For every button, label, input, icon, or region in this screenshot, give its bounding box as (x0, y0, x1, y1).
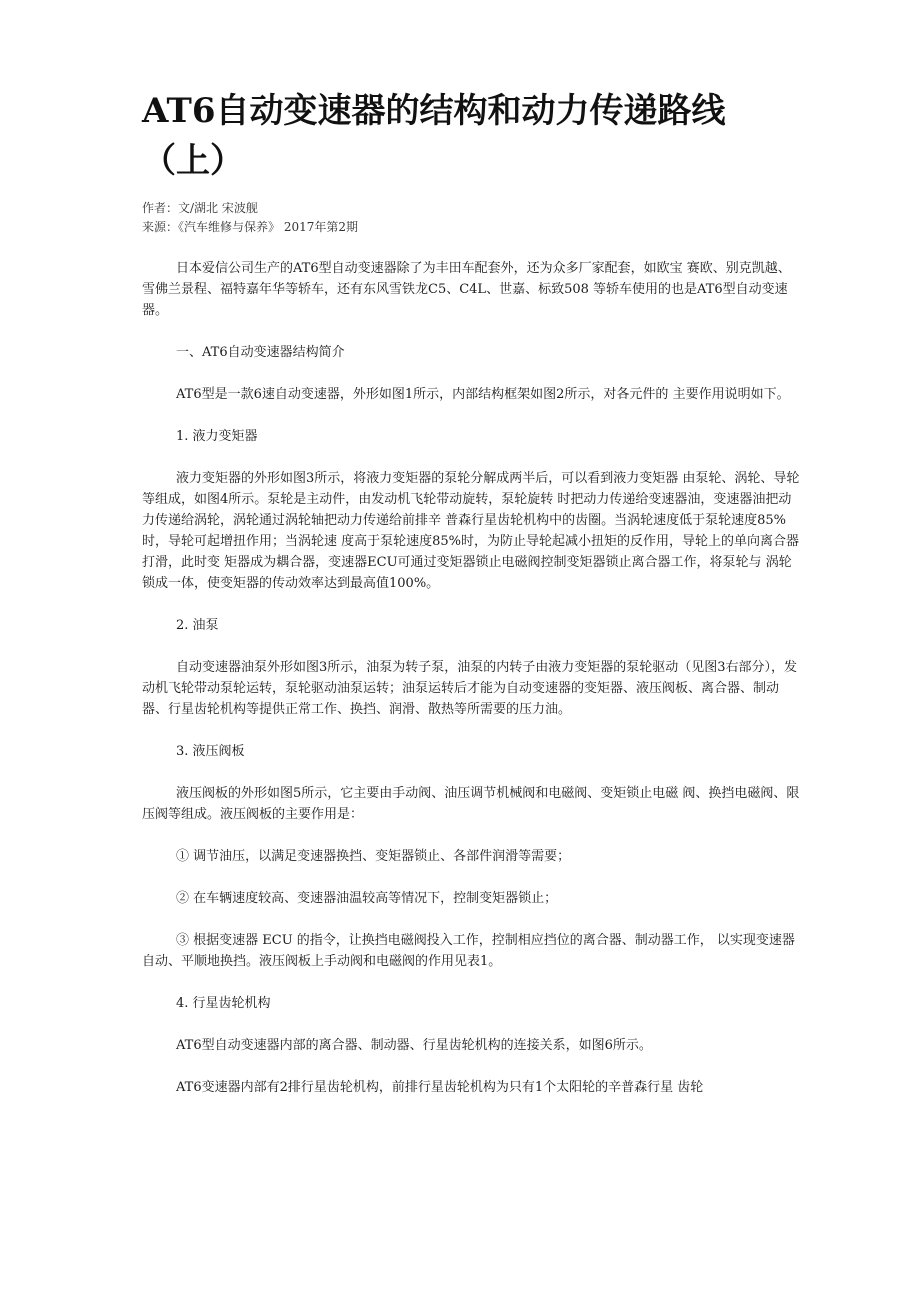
subheading-oil-pump: 2. 油泵 (176, 618, 219, 633)
article-body (142, 258, 802, 1119)
subheading-valve-body: 3. 液压阀板 (176, 744, 245, 759)
source-line: 来源：《汽车维修与保养》 2017年第2期 (142, 220, 358, 234)
torque-converter-paragraph: 液力变矩器的外形如图3所示，将液力变矩器的泵轮分解成两半后，可以看到液力变矩器 由泵轮、涡轮、导轮等组成，如图4所示。泵轮是主动件，由发动机飞轮带动旋转，泵轮旋转 时把动力传递给变速器油，变速器油把动力传递给涡轮，涡轮通过涡轮轴把动力传递给前排辛 普森行星齿轮机构中的齿圈。当涡轮速度低于泵轮速度85%时，导轮可起增扭作用；当涡轮速 度高于泵轮速度85%时，为防止导轮起减小扭矩的反作用，导轮上的单向离合器打滑，此时变 矩器成为耦合器，变速器ECU可通过变矩器锁止电磁阀控制变矩器锁止离合器工作，将泵轮与 涡轮锁成一体，使变矩器的传动效率达到最高值100%。 (142, 471, 800, 591)
valve-body-paragraph: 液压阀板的外形如图5所示，它主要由手动阀、油压调节机械阀和电磁阀、变矩锁止电磁 阀、换挡电磁阀、限压阀等组成。液压阀板的主要作用是： (142, 786, 800, 822)
structure-paragraph: AT6型是一款6速自动变速器，外形如图1所示，内部结构框架如图2所示，对各元件的 主要作用说明如下。 (176, 387, 790, 402)
article-title: AT6自动变速器的结构和动力传递路线（上） (142, 91, 726, 181)
planetary-gear-paragraph-2: AT6变速器内部有2排行星齿轮机构，前排行星齿轮机构为只有1个太阳轮的辛普森行星 齿轮 (176, 1080, 704, 1095)
valve-body-item-1: ① 调节油压，以满足变速器换挡、变矩器锁止、各部件润滑等需要； (176, 849, 571, 864)
intro-paragraph: 日本爱信公司生产的AT6型自动变速器除了为丰田车配套外，还为众多厂家配套，如欧宝 赛欧、别克凯越、雪佛兰景程、福特嘉年华等轿车，还有东风雪铁龙C5、C4L、世嘉、标致508 等轿车使用的也是AT6型自动变速器。 (142, 261, 791, 318)
planetary-gear-paragraph-1: AT6型自动变速器内部的离合器、制动器、行星齿轮机构的连接关系，如图6所示。 (176, 1038, 652, 1053)
section-heading-structure: 一、AT6自动变速器结构简介 (176, 345, 345, 360)
valve-body-item-2: ② 在车辆速度较高、变速器油温较高等情况下，控制变矩器锁止； (176, 891, 558, 906)
article-meta (142, 199, 358, 237)
subheading-planetary-gear: 4. 行星齿轮机构 (176, 996, 271, 1011)
valve-body-item-3: ③ 根据变速器 ECU 的指令，让换挡电磁阀投入工作，控制相应挡位的离合器、制动器工作， 以实现变速器自动、平顺地换挡。液压阀板上手动阀和电磁阀的作用见表1。 (142, 933, 795, 969)
oil-pump-paragraph: 自动变速器油泵外形如图3所示，油泵为转子泵，油泵的内转子由液力变矩器的泵轮驱动（见图3右部分），发动机飞轮带动泵轮运转，泵轮驱动油泵运转；油泵运转后才能为自动变速器的变矩器、液压阀板、离合器、制动器、行星齿轮机构等提供正常工作、换挡、润滑、散热等所需要的压力油。 (142, 660, 798, 717)
subheading-torque-converter: 1. 液力变矩器 (176, 429, 258, 444)
author-line: 作者：文/湖北 宋波舰 (142, 201, 258, 215)
